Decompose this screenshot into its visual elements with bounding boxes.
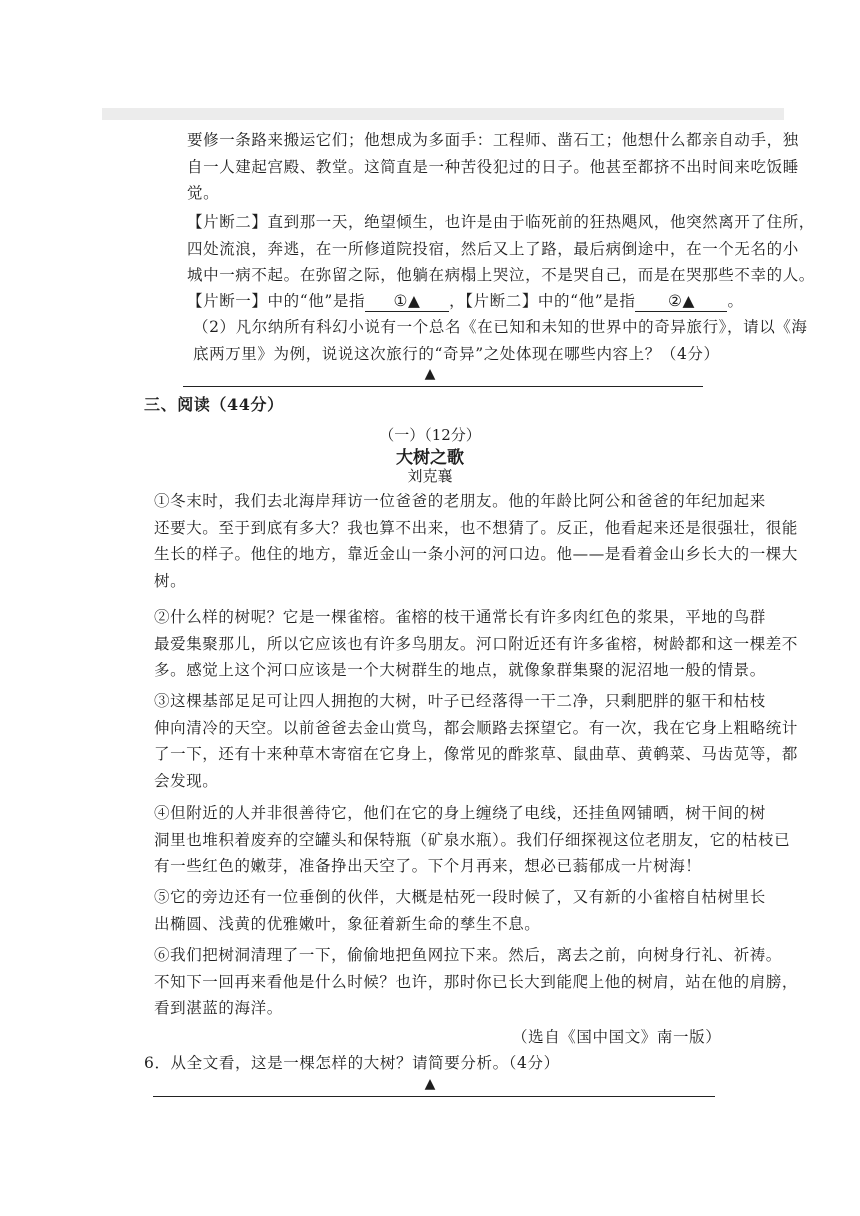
- question-text: ，【片断二】中的“他”是指: [449, 292, 636, 310]
- source-citation: （选自《国中国文》南一版）: [512, 1028, 722, 1046]
- part-heading: （一）（12分）: [379, 426, 481, 444]
- fill-blank-question: [187, 288, 744, 315]
- question-6: 6．从全文看，这是一棵怎样的大树？请简要分析。（4分）: [144, 1054, 560, 1072]
- text-line: 底两万里》为例，说说这次旅行的“奇异”之处体现在哪些内容上？（4分）: [193, 344, 720, 363]
- text-line: 还要大。至于到底有多大？我也算不出来，也不想猜了。反正，他看起来还是很强壮，很能: [154, 518, 799, 537]
- section-title: 三、阅读（44分）: [144, 395, 284, 414]
- article-title: 大树之歌: [396, 448, 464, 468]
- text-line: ⑤它的旁边还有一位垂倒的伙伴，大概是枯死一段时候了，又有新的小雀榕自枯树里长: [154, 888, 766, 906]
- fragment-two: [187, 209, 815, 289]
- text-line: 伸向清冷的天空。以前爸爸去金山赏鸟，都会顺路去探望它。有一次，我在它身上粗略统计: [154, 718, 799, 737]
- text-line: 觉。: [187, 184, 220, 202]
- paragraph-5: [154, 884, 766, 937]
- text-line: ①冬末时，我们去北海岸拜访一位爸爸的老朋友。他的年龄比阿公和爸爸的年纪加起来: [154, 492, 766, 510]
- answer-marker: ▲: [424, 366, 436, 382]
- text-line: 树。: [154, 571, 187, 590]
- text-line: 出椭圆、浅黄的优雅嫩叶，象征着新生命的孳生不息。: [154, 914, 541, 933]
- text-line: ②什么样的树呢？它是一棵雀榕。雀榕的枝干通常长有许多肉红色的浆果，平地的鸟群: [154, 608, 766, 626]
- answer-blank-2[interactable]: ②▲: [635, 291, 727, 312]
- answer-blank-1[interactable]: ①▲: [365, 291, 449, 312]
- question-text: 【片断一】中的“他”是指: [187, 292, 366, 310]
- text-line: 会发现。: [154, 771, 219, 790]
- text-line: ⑥我们把树洞清理了一下，偷偷地把鱼网拉下来。然后，离去之前，向树身行礼、祈祷。: [154, 946, 782, 964]
- text-line: 要修一条路来搬运它们；他想成为多面手：工程师、凿石工；他想什么都亲自动手，独: [187, 131, 799, 149]
- question-end: 。: [727, 292, 744, 310]
- paragraph-3: [154, 688, 798, 794]
- scan-edge: [102, 108, 784, 120]
- text-line: 了一下，还有十来种草木寄宿在它身上，像常见的酢浆草、鼠曲草、黄鹌菜、马齿苋等，都: [154, 745, 799, 763]
- question-2: [193, 314, 808, 367]
- text-line: 多。感觉上这个河口应该是一个大树群生的地点，就像象群集聚的泥沼地一般的情景。: [154, 661, 766, 679]
- text-line: 不知下一回再来看他是什么时候？也许，那时你已长大到能爬上他的树肩，站在他的肩膀，: [154, 972, 799, 991]
- text-line: 看到湛蓝的海洋。: [154, 999, 283, 1017]
- fragment-one-tail: [187, 127, 799, 207]
- text-line: 城中一病不起。在弥留之际，他躺在病榻上哭泣，不是哭自己，而是在哭那些不幸的人。: [187, 266, 815, 284]
- text-line: 最爱集聚那儿，所以它应该也有许多鸟朋友。河口附近还有许多雀榕，树龄都和这一棵差不: [154, 634, 799, 653]
- text-line: 四处流浪，奔逃，在一所修道院投宿，然后又上了路，最后病倒途中，在一个无名的小: [187, 239, 799, 258]
- text-line: 有一些红色的嫩芽，准备挣出天空了。下个月再来，想必已蓊郁成一片树海！: [154, 857, 702, 875]
- text-line: ④但附近的人并非很善待它，他们在它的身上缠绕了电线，还挂鱼网铺晒，树干间的树: [154, 804, 766, 822]
- text-line: 生长的样子。他住的地方，靠近金山一条小河的河口边。他——是看着金山乡长大的一棵大: [154, 545, 799, 563]
- paragraph-1: [154, 488, 798, 594]
- article-author: 刘克襄: [407, 467, 453, 485]
- text-line: （2）凡尔纳所有科幻小说有一个总名《在已知和未知的世界中的奇异旅行》，请以《海: [193, 318, 808, 336]
- paragraph-4: [154, 800, 790, 880]
- paragraph-6: [154, 942, 798, 1022]
- answer-marker: ▲: [424, 1076, 436, 1092]
- text-line: 【片断二】直到那一天，绝望倾生，也许是由于临死前的狂热飓风，他突然离开了住所，: [187, 213, 815, 231]
- paragraph-2: [154, 604, 798, 684]
- text-line: 自一人建起宫殿、教堂。这简直是一种苦役犯过的日子。他甚至都挤不出时间来吃饭睡: [187, 157, 799, 176]
- answer-line[interactable]: [153, 1096, 715, 1097]
- text-line: ③这棵基部足足可让四人拥抱的大树，叶子已经落得一干二净，只剩肥胖的躯干和枯枝: [154, 692, 766, 710]
- answer-line[interactable]: [183, 386, 703, 387]
- text-line: 洞里也堆积着废弃的空罐头和保特瓶（矿泉水瓶）。我们仔细探视这位老朋友，它的枯枝已: [154, 830, 791, 849]
